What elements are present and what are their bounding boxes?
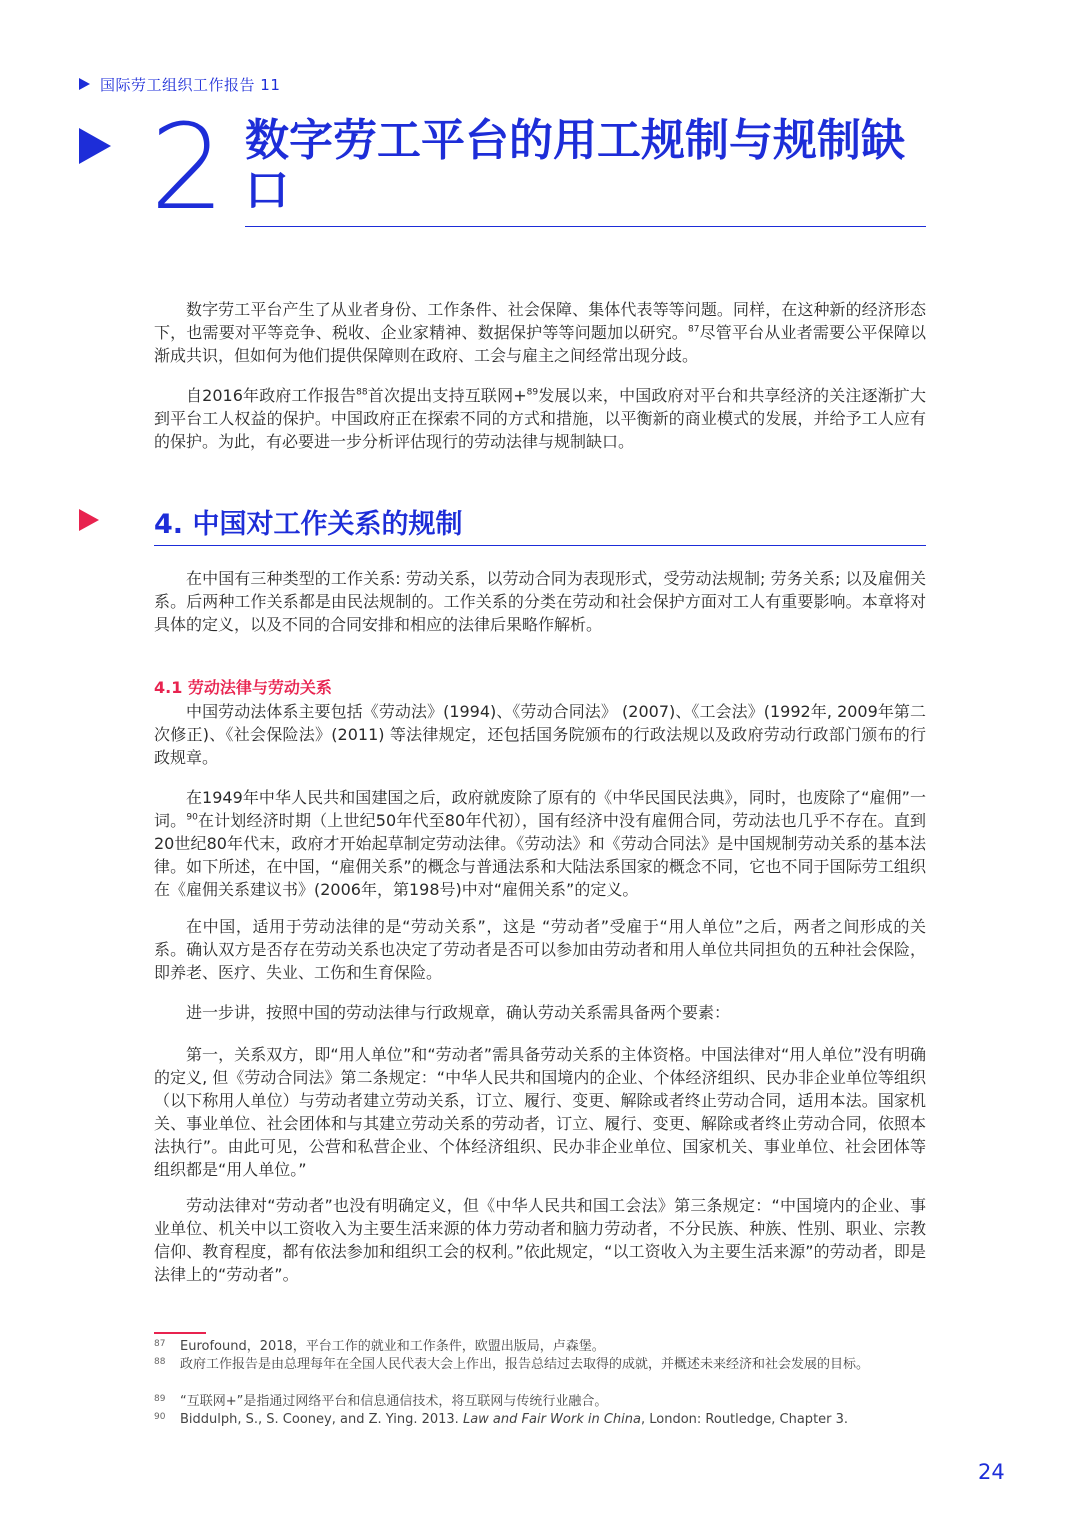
section-title-rule (154, 545, 926, 546)
subsection-paragraph-4: 进一步讲，按照中国的劳动法律与行政规章，确认劳动关系需具备两个要素： (186, 1003, 731, 1022)
intro-paragraph-2: 自2016年政府工作报告$^{88}$首次提出支持互联网+$^{89}$发展以来，中国政府对平台和共享经济的关注逐渐扩大到平台工人权益的保护。中国政府正在探索不同的方式和措施，以平衡新的商业模式的发展，并给予工人应有的保护。为此，有必要进一步分析评估现行的劳动法律与规制缺口。 (154, 386, 926, 451)
footnote-rule (154, 1332, 206, 1334)
running-head-triangle-icon (79, 78, 90, 90)
footnote-text: “互联网+”是指通过网络平台和信息通信技术，将互联网与传统行业融合。 (180, 1394, 608, 1409)
chapter-title: 数字劳工平台的用工规制与规制缺口 (245, 115, 905, 216)
section-triangle-icon (79, 509, 99, 531)
section-paragraph-1: 在中国有三种类型的工作关系: 劳动关系，以劳动合同为表现形式，受劳动法规制; 劳务关系; 以及雇佣关系。后两种工作关系都是由民法规制的。工作关系的分类在劳动和社会保护方面对工人有重要影响。本章将对具体的定义，以及不同的合同安排和相应的法律后果略作解析。 (154, 569, 926, 634)
running-head-title: 国际劳工组织工作报告 11 (100, 76, 281, 94)
subsection-paragraph-2: 在1949年中华人民共和国建国之后，政府就废除了原有的《中华民国民法典》，同时，也废除了“雇佣”一词。$^{90}$在计划经济时期（上世纪50年代至80年代初），国有经济中没有雇佣合同，劳动法也几乎不存在。直到20世纪80年代末，政府才开始起草制定劳动法律。《劳动法》和《劳动合同法》是中国规制劳动关系的基本法律。如下所述，在中国，“雇佣关系”的概念与普通法系和大陆法系国家的概念不同，它也不同于国际劳工组织在《雇佣关系建议书》(2006年，第198号)中对“雇佣关系”的定义。 (154, 788, 926, 899)
footnote-text: 政府工作报告是由总理每年在全国人民代表大会上作出，报告总结过去取得的成就，并概述未来经济和社会发展的目标。 (180, 1357, 870, 1372)
footnote-number: 90 (154, 1412, 166, 1422)
footnote-number: 87 (154, 1339, 166, 1349)
footnote-ref-88[interactable]: 88 (356, 387, 368, 398)
page-number: 24 (978, 1460, 1005, 1484)
chapter-title-rule (245, 226, 926, 227)
footnote-87 (154, 1338, 926, 1356)
intro-paragraph-1: 数字劳工平台产生了从业者身份、工作条件、社会保障、集体代表等等问题。同样，在这种新的经济形态下，也需要对平等竞争、税收、企业家精神、数据保护等等问题加以研究。$^{87}$尽管平台从业者需要公平保障以渐成共识，但如何为他们提供保障则在政府、工会与雇主之间经常出现分歧。 (154, 300, 926, 365)
subsection-paragraph-6: 劳动法律对“劳动者”也没有明确定义，但《中华人民共和国工会法》第三条规定：“中国境内的企业、事业单位、机关中以工资收入为主要生活来源的体力劳动者和脑力劳动者，不分民族、种族、性别、职业、宗教信仰、教育程度，都有依法参加和组织工会的权利。”依此规定，“以工资收入为主要生活来源”的劳动者，即是法律上的“劳动者”。 (154, 1196, 926, 1284)
footnote-book-title: Law and Fair Work in China (462, 1412, 641, 1427)
footnote-text: Biddulph, S., S. Cooney, and Z. Ying. 2013. Law and Fair Work in China, London: Routledge, Chapter 3. (180, 1412, 849, 1427)
footnote-88 (154, 1356, 926, 1374)
footnote-89 (154, 1393, 926, 1411)
chapter-number: 2 (150, 98, 226, 236)
subsection-title: 4.1 劳动法律与劳动关系 (154, 678, 332, 697)
subsection-paragraph-3: 在中国，适用于劳动法律的是“劳动关系”，这是 “劳动者”受雇于“用人单位”之后，两者之间形成的关系。确认双方是否存在劳动关系也决定了劳动者是否可以参加由劳动者和用人单位共同担负的五种社会保险，即养老、医疗、失业、工伤和生育保险。 (154, 917, 926, 982)
subsection-paragraph-5: 第一，关系双方，即“用人单位”和“劳动者”需具备劳动关系的主体资格。中国法律对“用人单位”没有明确的定义, 但《劳动合同法》第二条规定：“中华人民共和国境内的企业、个体经济组织、民办非企业单位等组织（以下称用人单位）与劳动者建立劳动关系，订立、履行、变更、解除或者终止劳动合同，适用本法。国家机关、事业单位、社会团体和与其建立劳动关系的劳动者，订立、履行、变更、解除或者终止劳动合同，依照本法执行”。由此可见，公营和私营企业、个体经济组织、民办非企业单位、国家机关、事业单位、社会团体等组织都是“用人单位。” (154, 1045, 926, 1179)
footnote-text: Eurofound，2018，平台工作的就业和工作条件，欧盟出版局，卢森堡。 (180, 1339, 605, 1354)
footnote-ref-87[interactable]: 87 (687, 324, 700, 335)
footnote-ref-89[interactable]: 89 (526, 387, 539, 398)
subsection-paragraph-1: 中国劳动法体系主要包括《劳动法》(1994)、《劳动合同法》 (2007)、《工会法》(1992年, 2009年第二次修正)、《社会保险法》(2011) 等法律规定，还包括国务院颁布的行政法规以及政府劳动行政部门颁布的行政规章。 (154, 702, 926, 767)
footnote-90 (154, 1411, 926, 1429)
footnote-number: 89 (154, 1394, 166, 1404)
footnote-ref-90[interactable]: 90 (186, 812, 198, 823)
section-title: 4. 中国对工作关系的规制 (154, 509, 463, 540)
chapter-triangle-icon (79, 128, 111, 164)
footnote-number: 88 (154, 1357, 166, 1367)
